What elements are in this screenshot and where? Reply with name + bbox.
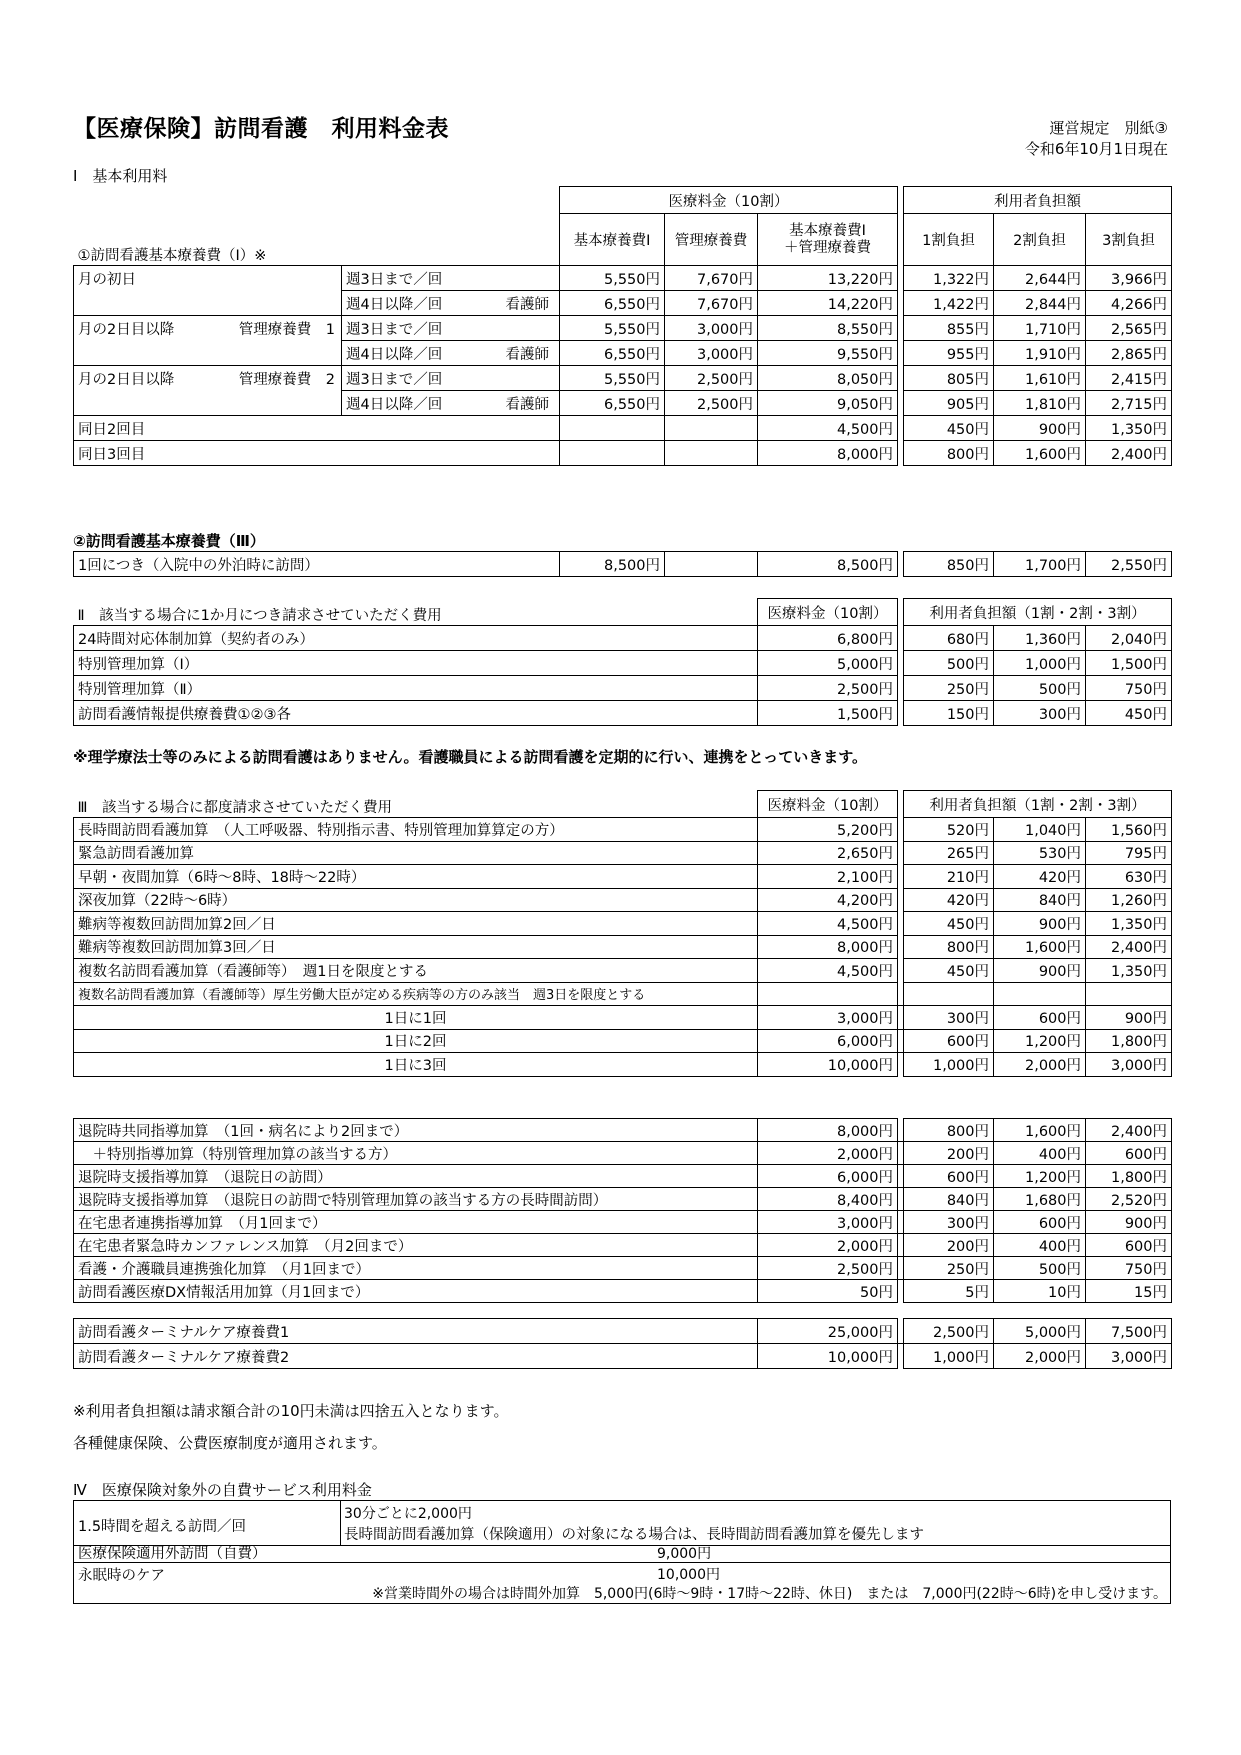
cell: 805円	[904, 366, 994, 391]
cell: 955円	[904, 341, 994, 366]
table-row	[74, 1053, 1172, 1077]
cell: 500円	[994, 1257, 1086, 1280]
monthly-fee-table	[73, 598, 1172, 726]
cell: 900円	[994, 416, 1086, 441]
row-label: 1日に2回	[74, 1029, 758, 1053]
table-row	[74, 391, 1172, 416]
cell: 300円	[904, 1211, 994, 1234]
table-row	[74, 865, 1172, 889]
table-row	[74, 1029, 1172, 1053]
cell: 600円	[904, 1165, 994, 1188]
row-label: 特別管理加算（Ⅰ）	[74, 651, 758, 676]
cell: 6,550円	[560, 291, 665, 316]
cell: 4,266円	[1086, 291, 1172, 316]
cell: 9,550円	[758, 341, 898, 366]
table-row	[74, 291, 1172, 316]
cell: 2,100円	[758, 865, 898, 889]
table-row	[74, 1188, 1172, 1211]
cell: 8,500円	[560, 552, 665, 577]
cell	[560, 416, 665, 441]
table-row	[74, 935, 1172, 959]
cell: 450円	[904, 959, 994, 983]
cell: 3,000円	[758, 1006, 898, 1030]
cell: 900円	[994, 959, 1086, 983]
cell: 680円	[904, 626, 994, 651]
cell: 10,000円	[758, 1344, 898, 1369]
cell: 8,000円	[758, 441, 898, 466]
table-row	[74, 1344, 1172, 1369]
cell: 5円	[904, 1280, 994, 1303]
cell: 8,050円	[758, 366, 898, 391]
row-label: ＋特別指導加算（特別管理加算の該当する方）	[74, 1142, 758, 1165]
row-label: 難病等複数回訪問加算2回／日	[74, 912, 758, 936]
row-label	[74, 341, 342, 366]
cell: 1,700円	[994, 552, 1086, 577]
cell: 14,220円	[758, 291, 898, 316]
row-label: 在宅患者連携指導加算 （月1回まで）	[74, 1211, 758, 1234]
cell: 2,844円	[994, 291, 1086, 316]
fee-group-header: 医療料金（10割）	[560, 187, 898, 214]
cell: 5,200円	[758, 818, 898, 842]
row-label: 緊急訪問看護加算	[74, 841, 758, 865]
page-title: 【医療保険】訪問看護 利用料金表	[73, 116, 449, 142]
cell: 200円	[904, 1142, 994, 1165]
cell: 1,350円	[1086, 912, 1172, 936]
cell: 7,670円	[665, 266, 758, 291]
cell: 500円	[904, 651, 994, 676]
cell: 1,680円	[994, 1188, 1086, 1211]
cell	[665, 416, 758, 441]
basic-fee-table	[73, 186, 1172, 466]
row-label: 同日3回目	[74, 441, 560, 466]
cell: 600円	[904, 1029, 994, 1053]
table-row	[74, 982, 1172, 1006]
cell: 1,610円	[994, 366, 1086, 391]
cell: 2,715円	[1086, 391, 1172, 416]
table-row	[74, 1006, 1172, 1030]
row-label: 深夜加算（22時～6時）	[74, 888, 758, 912]
cell: 1,800円	[1086, 1165, 1172, 1188]
cell: 1,322円	[904, 266, 994, 291]
cell: 850円	[904, 552, 994, 577]
uninsured-visit-fee: 9,000円	[657, 1546, 712, 1562]
cell: 1,500円	[758, 701, 898, 726]
frequency-label: 週3日まで／回	[342, 366, 560, 391]
cell: 500円	[994, 676, 1086, 701]
table-row	[74, 266, 1172, 291]
row-label: 退院時支援指導加算 （退院日の訪問）	[74, 1165, 758, 1188]
cell: 1,000円	[994, 651, 1086, 676]
cell: 6,800円	[758, 626, 898, 651]
cell: 5,000円	[994, 1319, 1086, 1344]
cell: 200円	[904, 1234, 994, 1257]
cell: 2,500円	[758, 676, 898, 701]
user-group-header: 利用者負担額	[904, 187, 1172, 214]
uninsured-visit-label: 医療保険適用外訪問（自費）	[78, 1546, 267, 1562]
row-label: 1回につき（入院中の外泊時に訪問）	[74, 552, 560, 577]
section-4-heading: Ⅳ 医療保険対象外の自費サービス利用料金	[73, 1481, 372, 1499]
table-row	[74, 366, 1172, 391]
long-visit-note: 長時間訪問看護加算（保険適用）の対象になる場合は、長時間訪問看護加算を優先します	[344, 1527, 924, 1543]
cell: 2,500円	[665, 391, 758, 416]
cell: 750円	[1086, 676, 1172, 701]
table-row	[74, 818, 1172, 842]
cell: 1,710円	[994, 316, 1086, 341]
cell: 1,910円	[994, 341, 1086, 366]
table-row	[74, 1165, 1172, 1188]
table-row	[74, 1319, 1172, 1344]
cell: 5,550円	[560, 266, 665, 291]
discharge-fee-table	[73, 1118, 1172, 1303]
cell: 900円	[1086, 1211, 1172, 1234]
cell: 25,000円	[758, 1319, 898, 1344]
cell	[665, 441, 758, 466]
cell: 3,000円	[1086, 1053, 1172, 1077]
cell: 800円	[904, 1119, 994, 1142]
cell: 5,000円	[758, 651, 898, 676]
cell: 630円	[1086, 865, 1172, 889]
row-label: 訪問看護医療DX情報活用加算（月1回まで）	[74, 1280, 758, 1303]
date-label: 令和6年10月1日現在	[1024, 140, 1168, 158]
cell: 6,000円	[758, 1029, 898, 1053]
cell: 300円	[904, 1006, 994, 1030]
user-header: 利用者負担額（1割・2割・3割）	[904, 599, 1172, 626]
row-label: 複数名訪問看護加算（看護師等）厚生労働大臣が定める疾病等の方のみ該当 週3日を限度とする	[74, 982, 758, 1006]
row-label: 月の2日目以降 管理療養費 2	[74, 366, 342, 391]
frequency-label: 週4日以降／回 看護師	[342, 291, 560, 316]
cell: 4,500円	[758, 959, 898, 983]
cell: 1,560円	[1086, 818, 1172, 842]
table-row	[74, 651, 1172, 676]
cell: 600円	[1086, 1234, 1172, 1257]
frequency-label: 週4日以降／回 看護師	[342, 391, 560, 416]
col-mgmt: 管理療養費	[665, 214, 758, 266]
cell: 250円	[904, 676, 994, 701]
cell: 8,550円	[758, 316, 898, 341]
cell: 1,422円	[904, 291, 994, 316]
cell: 1,040円	[994, 818, 1086, 842]
cell: 1,200円	[994, 1029, 1086, 1053]
frequency-label: 週3日まで／回	[342, 266, 560, 291]
cell: 905円	[904, 391, 994, 416]
row-label: 在宅患者緊急時カンファレンス加算 （月2回まで）	[74, 1234, 758, 1257]
cell: 795円	[1086, 841, 1172, 865]
cell: 2,000円	[994, 1344, 1086, 1369]
cell: 3,000円	[1086, 1344, 1172, 1369]
table-row	[74, 841, 1172, 865]
cell: 5,550円	[560, 316, 665, 341]
after-hours-note: ※営業時間外の場合は時間外加算 5,000円(6時～9時・17時～22時、休日) または 7,000円(22時～6時)を申し受けます。	[372, 1586, 1167, 1602]
cell: 10,000円	[758, 1053, 898, 1077]
cell: 265円	[904, 841, 994, 865]
cell: 50円	[758, 1280, 898, 1303]
cell: 2,000円	[758, 1142, 898, 1165]
cell: 13,220円	[758, 266, 898, 291]
self-pay-box	[73, 1500, 1171, 1604]
cell: 1,350円	[1086, 416, 1172, 441]
col-2wari: 2割負担	[994, 214, 1086, 266]
user-header: 利用者負担額（1割・2割・3割）	[904, 791, 1172, 818]
cell: 800円	[904, 441, 994, 466]
cell	[758, 982, 898, 1006]
rounding-note: ※利用者負担額は請求額合計の10円未満は四捨五入となります。	[73, 1402, 509, 1420]
table-row	[74, 959, 1172, 983]
cell: 4,200円	[758, 888, 898, 912]
cell: 450円	[904, 912, 994, 936]
cell: 1,000円	[904, 1053, 994, 1077]
cell: 4,500円	[758, 416, 898, 441]
cell: 400円	[994, 1142, 1086, 1165]
table-row	[74, 1211, 1172, 1234]
per-visit-fee-table	[73, 790, 1172, 1077]
cell: 1,360円	[994, 626, 1086, 651]
cell: 8,000円	[758, 935, 898, 959]
row-label: 難病等複数回訪問加算3回／日	[74, 935, 758, 959]
cell: 1,200円	[994, 1165, 1086, 1188]
table-row	[74, 416, 1172, 441]
cell: 400円	[994, 1234, 1086, 1257]
row-label: 1日に1回	[74, 1006, 758, 1030]
cell: 1,000円	[904, 1344, 994, 1369]
row-label: 月の初日	[74, 266, 342, 291]
cell: 2,500円	[904, 1319, 994, 1344]
cell: 1,350円	[1086, 959, 1172, 983]
long-visit-rate: 30分ごとに2,000円	[344, 1506, 472, 1522]
cell: 600円	[994, 1211, 1086, 1234]
row-label	[74, 391, 342, 416]
table-row	[74, 1234, 1172, 1257]
row-label: 訪問看護ターミナルケア療養費1	[74, 1319, 758, 1344]
cell: 210円	[904, 865, 994, 889]
cell: 3,966円	[1086, 266, 1172, 291]
table-row	[74, 1257, 1172, 1280]
row-label: 特別管理加算（Ⅱ）	[74, 676, 758, 701]
table-row	[74, 912, 1172, 936]
col-1wari: 1割負担	[904, 214, 994, 266]
table-row	[74, 1119, 1172, 1142]
table-row	[74, 676, 1172, 701]
table-row	[74, 888, 1172, 912]
cell: 1,600円	[994, 1119, 1086, 1142]
cell	[560, 441, 665, 466]
cell: 600円	[994, 1006, 1086, 1030]
cell: 2,550円	[1086, 552, 1172, 577]
fee-header: 医療料金（10割）	[758, 791, 898, 818]
cell: 855円	[904, 316, 994, 341]
cell: 840円	[904, 1188, 994, 1211]
cell: 840円	[994, 888, 1086, 912]
table-row	[74, 316, 1172, 341]
deceased-care-label: 永眠時のケア	[78, 1568, 165, 1584]
row-label	[74, 291, 342, 316]
col-total: 基本療養費Ⅰ ＋管理療養費	[758, 214, 898, 266]
row-label: 看護・介護職員連携強化加算 （月1回まで）	[74, 1257, 758, 1280]
cell: 2,500円	[758, 1257, 898, 1280]
table-row	[74, 701, 1172, 726]
section-2-note: ※理学療法士等のみによる訪問看護はありません。看護職員による訪問看護を定期的に行い、連携をとっていきます。	[73, 748, 867, 766]
regulation-label: 運営規定 別紙③	[1049, 119, 1168, 137]
cell: 2,000円	[758, 1234, 898, 1257]
section-2-heading: Ⅱ 該当する場合に1か月につき請求させていただく費用	[74, 599, 758, 626]
cell: 900円	[1086, 1006, 1172, 1030]
cell: 450円	[1086, 701, 1172, 726]
cell: 1,810円	[994, 391, 1086, 416]
table-row	[74, 1280, 1172, 1303]
cell: 2,400円	[1086, 1119, 1172, 1142]
row-label: 24時間対応体制加算（契約者のみ）	[74, 626, 758, 651]
cell: 1,600円	[994, 441, 1086, 466]
cell: 420円	[994, 865, 1086, 889]
cell: 250円	[904, 1257, 994, 1280]
row-label: 退院時支援指導加算 （退院日の訪問で特別管理加算の該当する方の長時間訪問）	[74, 1188, 758, 1211]
frequency-label: 週3日まで／回	[342, 316, 560, 341]
cell: 600円	[1086, 1142, 1172, 1165]
cell: 3,000円	[665, 316, 758, 341]
cell: 2,520円	[1086, 1188, 1172, 1211]
row-label: 長時間訪問看護加算 （人工呼吸器、特別指示書、特別管理加算算定の方）	[74, 818, 758, 842]
cell: 750円	[1086, 1257, 1172, 1280]
cell: 1,600円	[994, 935, 1086, 959]
cell: 4,500円	[758, 912, 898, 936]
terminal-care-table	[73, 1318, 1172, 1369]
cell: 15円	[1086, 1280, 1172, 1303]
row-label: 訪問看護情報提供療養費①②③各	[74, 701, 758, 726]
cell: 6,550円	[560, 341, 665, 366]
col-basic: 基本療養費Ⅰ	[560, 214, 665, 266]
cell: 2,000円	[994, 1053, 1086, 1077]
insurance-note: 各種健康保険、公費医療制度が適用されます。	[73, 1434, 387, 1452]
cell: 520円	[904, 818, 994, 842]
row-label: 同日2回目	[74, 416, 560, 441]
row-label: 退院時共同指導加算 （1回・病名により2回まで）	[74, 1119, 758, 1142]
row-label: 早朝・夜間加算（6時～8時、18時～22時）	[74, 865, 758, 889]
cell: 3,000円	[665, 341, 758, 366]
cell: 6,550円	[560, 391, 665, 416]
cell: 300円	[994, 701, 1086, 726]
cell: 530円	[994, 841, 1086, 865]
cell	[665, 552, 758, 577]
basic-fee-3-table	[73, 551, 1172, 577]
cell: 900円	[994, 912, 1086, 936]
cell: 5,550円	[560, 366, 665, 391]
cell: 7,670円	[665, 291, 758, 316]
cell: 1,500円	[1086, 651, 1172, 676]
row-label: 訪問看護ターミナルケア療養費2	[74, 1344, 758, 1369]
fee-header: 医療料金（10割）	[758, 599, 898, 626]
cell: 2,650円	[758, 841, 898, 865]
cell: 8,400円	[758, 1188, 898, 1211]
row-label: 月の2日目以降 管理療養費 1	[74, 316, 342, 341]
cell	[1086, 982, 1172, 1006]
table-row	[74, 341, 1172, 366]
cell: 1,260円	[1086, 888, 1172, 912]
row-label: 複数名訪問看護加算（看護師等） 週1日を限度とする	[74, 959, 758, 983]
cell: 3,000円	[758, 1211, 898, 1234]
long-visit-label: 1.5時間を超える訪問／回	[78, 1519, 247, 1535]
row-label: 1日に3回	[74, 1053, 758, 1077]
cell: 2,415円	[1086, 366, 1172, 391]
frequency-label: 週4日以降／回 看護師	[342, 341, 560, 366]
cell: 2,400円	[1086, 935, 1172, 959]
table-row	[74, 441, 1172, 466]
cell: 2,500円	[665, 366, 758, 391]
deceased-care-fee: 10,000円	[657, 1567, 720, 1583]
col-3wari: 3割負担	[1086, 214, 1172, 266]
cell: 10円	[994, 1280, 1086, 1303]
cell: 450円	[904, 416, 994, 441]
header-right	[1025, 118, 1168, 160]
cell: 7,500円	[1086, 1319, 1172, 1344]
item-label: ①訪問看護基本療養費（Ⅰ）※	[74, 214, 560, 266]
section-1-heading: Ⅰ 基本利用料	[73, 167, 168, 185]
cell: 2,644円	[994, 266, 1086, 291]
cell: 2,400円	[1086, 441, 1172, 466]
table-row	[74, 626, 1172, 651]
cell	[904, 982, 994, 1006]
cell: 8,000円	[758, 1119, 898, 1142]
table-row	[74, 1142, 1172, 1165]
item2-label: ②訪問看護基本療養費（Ⅲ）	[73, 532, 265, 550]
cell: 2,040円	[1086, 626, 1172, 651]
cell: 2,865円	[1086, 341, 1172, 366]
cell: 800円	[904, 935, 994, 959]
cell: 6,000円	[758, 1165, 898, 1188]
section-3-heading: Ⅲ 該当する場合に都度請求させていただく費用	[74, 791, 758, 818]
cell	[994, 982, 1086, 1006]
cell: 420円	[904, 888, 994, 912]
cell: 1,800円	[1086, 1029, 1172, 1053]
cell: 150円	[904, 701, 994, 726]
cell: 8,500円	[758, 552, 898, 577]
cell: 2,565円	[1086, 316, 1172, 341]
cell: 9,050円	[758, 391, 898, 416]
